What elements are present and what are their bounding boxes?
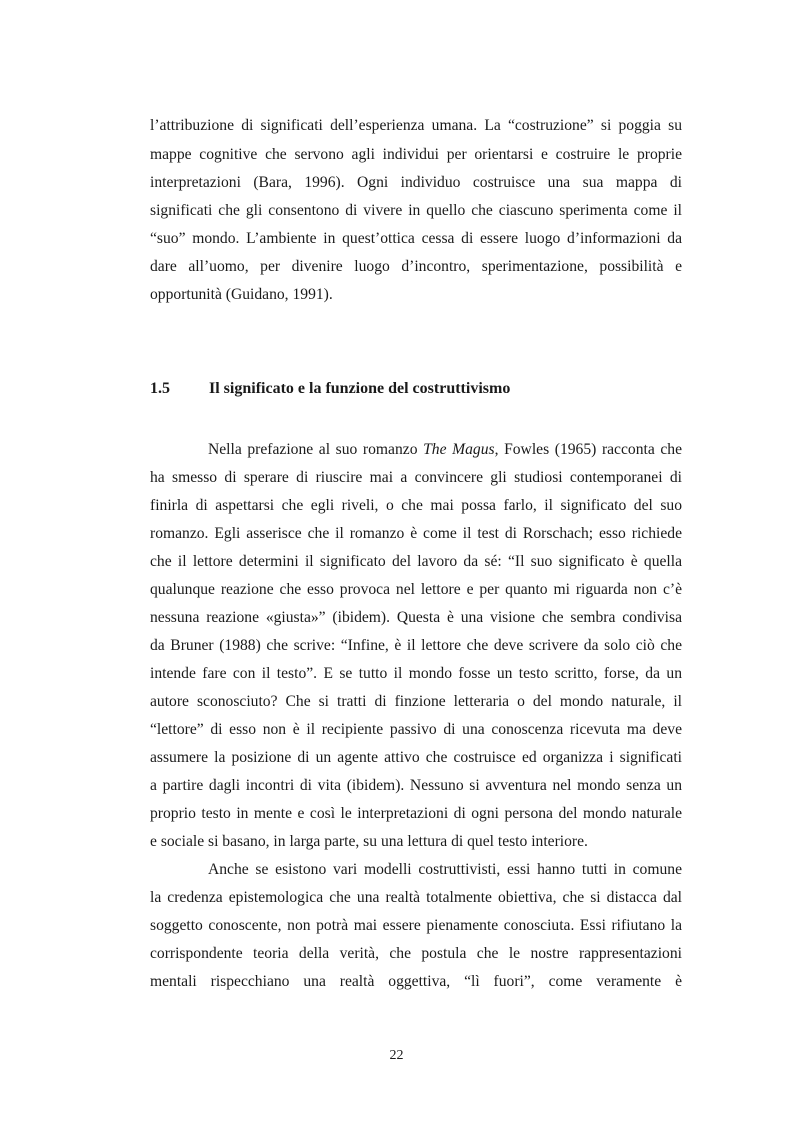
- text-line-first: Anche se esistono vari modelli costruttivisti, essi hanno tutti in comune: [208, 861, 682, 878]
- text-line: soggetto conoscente, non potrà mai essere pienamente conosciuta. Essi rifiutano la: [150, 917, 682, 934]
- text-line: “lettore” di esso non è il recipiente passivo di una conoscenza ricevuta ma deve: [150, 721, 682, 738]
- section-title: Il significato e la funzione del costruttivismo: [209, 380, 511, 397]
- text-line: autore sconosciuto? Che si tratti di finzione letteraria o del mondo naturale, il: [150, 693, 682, 710]
- text-line: corrispondente teoria della verità, che postula che le nostre rappresentazioni: [150, 945, 682, 962]
- text-line: romanzo. Egli asserisce che il romanzo è come il test di Rorschach; esso richiede: [150, 525, 682, 542]
- text-line: mappe cognitive che servono agli individui per orientarsi e costruire le proprie: [150, 146, 682, 163]
- text-line: “suo” mondo. L’ambiente in quest’ottica cessa di essere luogo d’informazioni da: [150, 230, 682, 247]
- text-line: mentali rispecchiano una realtà oggettiva, “lì fuori”, come veramente è: [150, 973, 682, 990]
- text-line: assumere la posizione di un agente attivo che costruisce ed organizza i significati: [150, 749, 682, 766]
- section-heading: [150, 379, 510, 399]
- text-line: significati che gli consentono di vivere in quello che ciascuno sperimenta come il: [150, 202, 682, 219]
- text-line: interpretazioni (Bara, 1996). Ogni individuo costruisce una sua mappa di: [150, 174, 682, 191]
- text-line: ha smesso di sperare di riuscire mai a convincere gli studiosi contemporanei di: [150, 469, 682, 486]
- text-line: proprio testo in mente e così le interpretazioni di ogni persona del mondo naturale: [150, 805, 682, 822]
- text-line: nessuna reazione «giusta»” (ibidem). Questa è una visione che sembra condivisa: [150, 609, 682, 626]
- text-line: la credenza epistemologica che una realtà totalmente obiettiva, che si distacca dal: [150, 889, 682, 906]
- text-line: dare all’uomo, per divenire luogo d’incontro, sperimentazione, possibilità e: [150, 258, 682, 275]
- section-number: 1.5: [150, 380, 170, 397]
- text-line: e sociale si basano, in larga parte, su una lettura di quel testo interiore.: [150, 833, 588, 850]
- text-line: opportunità (Guidano, 1991).: [150, 286, 333, 303]
- text-line: a partire dagli incontri di vita (ibidem). Nessuno si avventura nel mondo senza un: [150, 777, 682, 794]
- text-line: che il lettore determini il significato del lavoro da sé: “Il suo significato è quella: [150, 553, 682, 570]
- text-line: qualunque reazione che esso provoca nel lettore e per quanto mi riguarda non c’è: [150, 581, 682, 598]
- text-line: da Bruner (1988) che scrive: “Infine, è il lettore che deve scrivere da solo ciò che: [150, 637, 682, 654]
- text-line: l’attribuzione di significati dell’esperienza umana. La “costruzione” si poggia su: [150, 117, 682, 134]
- text-line: intende fare con il testo”. E se tutto il mondo fosse un testo scritto, forse, da un: [150, 665, 682, 682]
- book-title: The Magus: [423, 441, 495, 458]
- text-line-first: Nella prefazione al suo romanzo The Magus, Fowles (1965) racconta che: [208, 441, 683, 458]
- page-number: 22: [389, 1048, 404, 1063]
- text-line: finirla di aspettarsi che egli riveli, o che mai possa farlo, il significato del suo: [150, 497, 682, 514]
